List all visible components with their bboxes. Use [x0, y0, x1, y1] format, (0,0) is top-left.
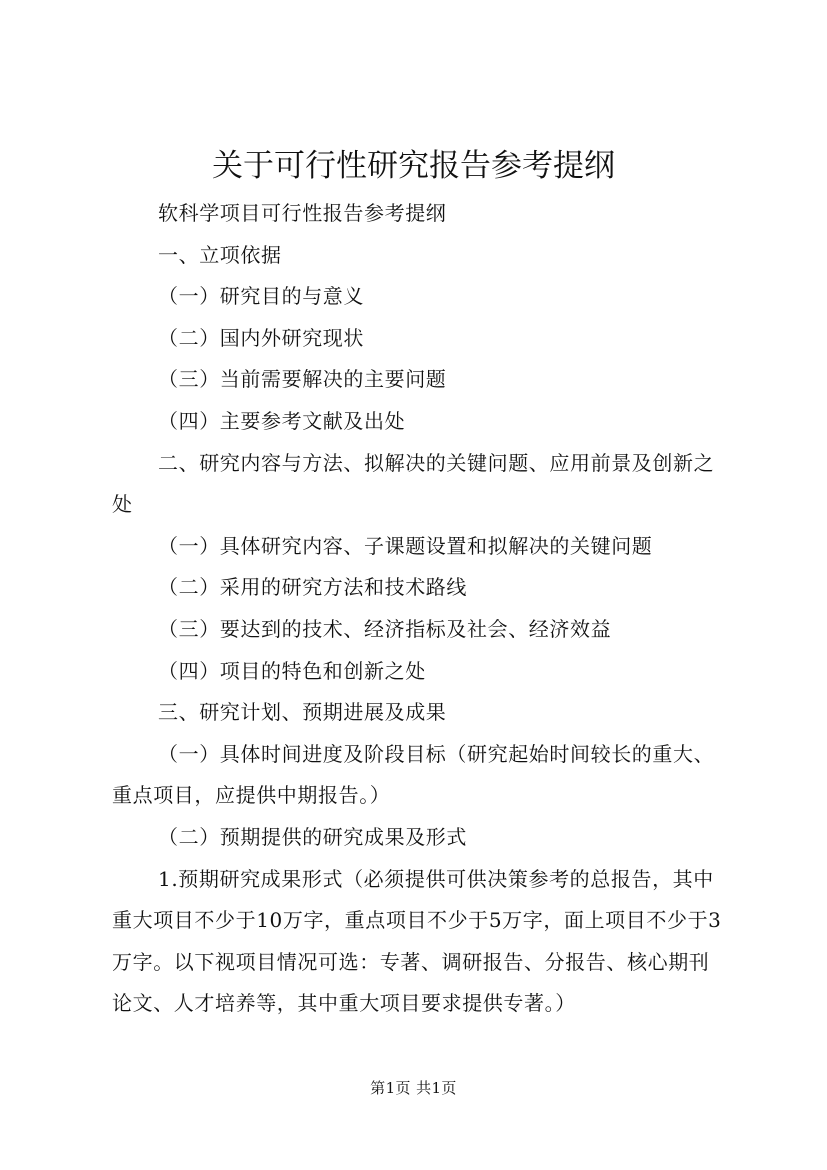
subsection-3-1: （一）具体时间进度及阶段目标（研究起始时间较长的重大、重点项目，应提供中期报告。）: [112, 741, 715, 808]
subsection-1-1: （一）研究目的与意义: [158, 284, 364, 309]
document-title: 关于可行性研究报告参考提纲: [212, 148, 615, 184]
subsection-2-3: （三）要达到的技术、经济指标及社会、经济效益: [158, 616, 612, 641]
subsection-3-2: （二）预期提供的研究成果及形式: [158, 824, 467, 849]
subsection-1-4: （四）主要参考文献及出处: [158, 408, 406, 433]
paragraph-subtitle: 软科学项目可行性报告参考提纲: [158, 201, 447, 225]
section-heading-3: 三、研究计划、预期进展及成果: [158, 700, 447, 725]
section-heading-1: 一、立项依据: [158, 242, 282, 267]
subsection-1-3: （三）当前需要解决的主要问题: [158, 367, 447, 392]
numbered-item-1: 1.预期研究成果形式（必须提供可供决策参考的总报告，其中重大项目不少于10万字，重点项目不少于5万字，面上项目不少于3万字。以下视项目情况可选：专著、调研报告、分报告、核心期刊论文、人才培养等，其中重大项目要求提供专著。）: [112, 866, 722, 1016]
page-footer: 第1页 共1页: [370, 1079, 457, 1097]
section-heading-2: 二、研究内容与方法、拟解决的关键问题、应用前景及创新之处: [112, 450, 715, 517]
document-body: [112, 193, 725, 1025]
subsection-1-2: （二）国内外研究现状: [158, 325, 364, 350]
subsection-2-2: （二）采用的研究方法和技术路线: [158, 575, 467, 600]
subsection-2-1: （一）具体研究内容、子课题设置和拟解决的关键问题: [158, 533, 653, 558]
subsection-2-4: （四）项目的特色和创新之处: [158, 658, 426, 683]
